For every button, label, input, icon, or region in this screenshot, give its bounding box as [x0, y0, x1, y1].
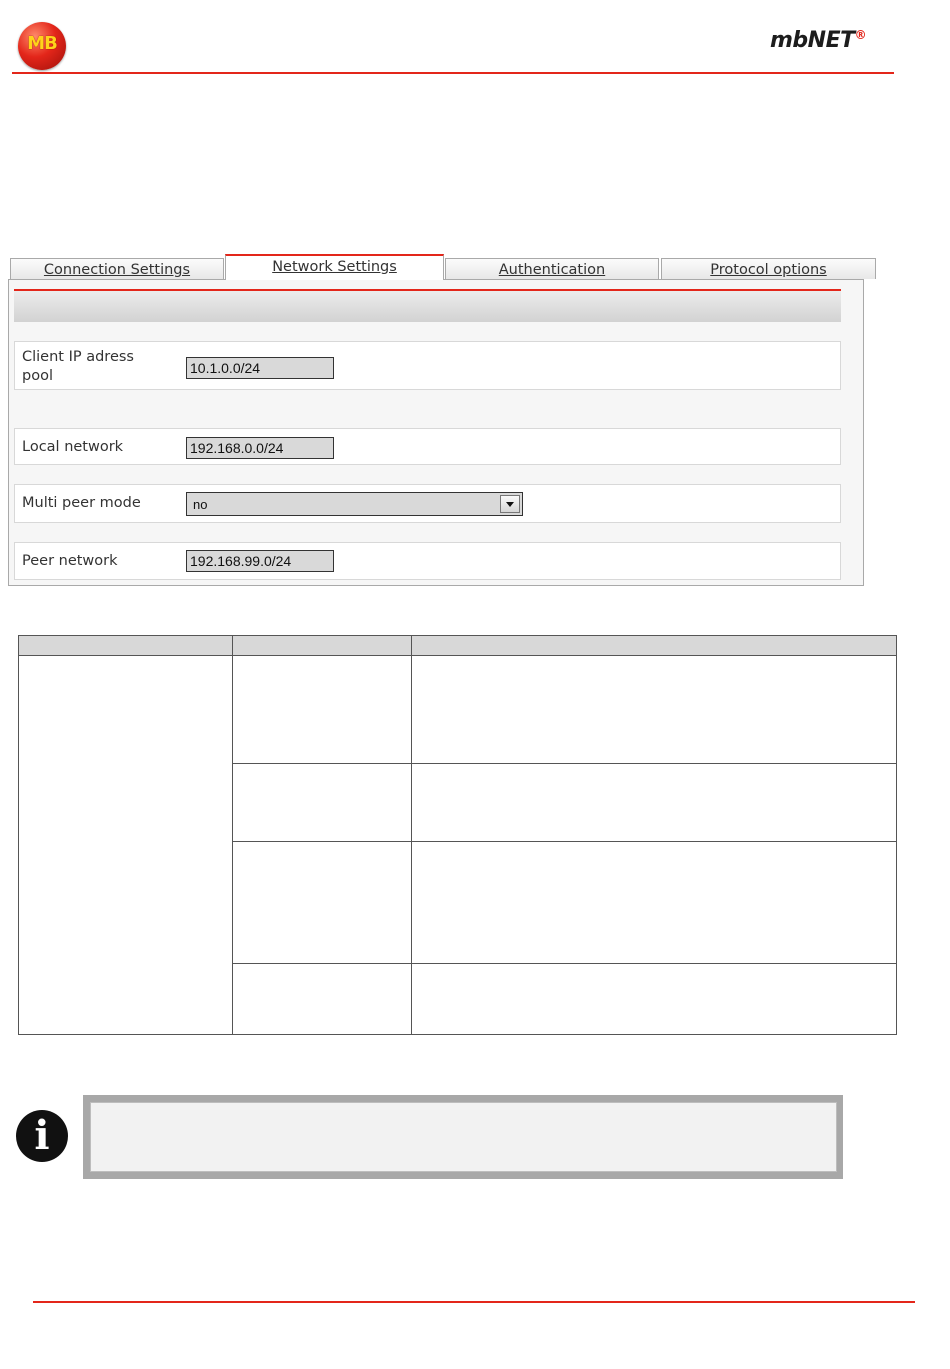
table-header-row — [18, 635, 897, 656]
info-icon: i — [16, 1110, 68, 1162]
client-ip-pool-label-line1: Client IP adress — [22, 349, 134, 365]
tab-protocol-options[interactable]: Protocol options — [661, 258, 876, 279]
client-ip-pool-label — [22, 348, 134, 386]
footer-divider — [33, 1301, 915, 1303]
mb-logo-text: MB — [27, 33, 57, 54]
table-row-divider — [232, 841, 897, 842]
local-network-label: Local network — [22, 439, 124, 455]
tab-connection-settings[interactable]: Connection Settings — [10, 258, 224, 279]
multi-peer-mode-label: Multi peer mode — [22, 495, 141, 511]
mbnet-brand-logo — [770, 28, 866, 53]
table-column-divider — [411, 635, 412, 1035]
multi-peer-mode-value: no — [193, 497, 208, 512]
note-box-content — [90, 1102, 837, 1172]
client-ip-pool-label-line2: pool — [22, 368, 53, 384]
tab-authentication[interactable]: Authentication — [445, 258, 659, 279]
tab-network-settings[interactable]: Network Settings — [225, 254, 444, 280]
chevron-down-icon[interactable] — [500, 495, 520, 513]
parameter-table — [18, 635, 897, 1035]
local-network-row — [14, 428, 841, 465]
peer-network-input[interactable]: 192.168.99.0/24 — [186, 550, 334, 572]
panel-header-bar — [14, 289, 841, 322]
table-row-divider — [232, 763, 897, 764]
multi-peer-mode-select[interactable] — [186, 492, 523, 516]
table-row-divider — [232, 963, 897, 964]
client-ip-pool-row — [14, 341, 841, 390]
brand-registered-mark: ® — [854, 28, 867, 42]
peer-network-label: Peer network — [22, 553, 118, 569]
brand-text: mbNET — [770, 28, 855, 53]
mb-logo — [18, 22, 66, 70]
client-ip-pool-input[interactable]: 10.1.0.0/24 — [186, 357, 334, 379]
table-column-divider — [232, 635, 233, 1035]
header-divider — [12, 72, 894, 74]
peer-network-row — [14, 542, 841, 580]
local-network-input[interactable]: 192.168.0.0/24 — [186, 437, 334, 459]
